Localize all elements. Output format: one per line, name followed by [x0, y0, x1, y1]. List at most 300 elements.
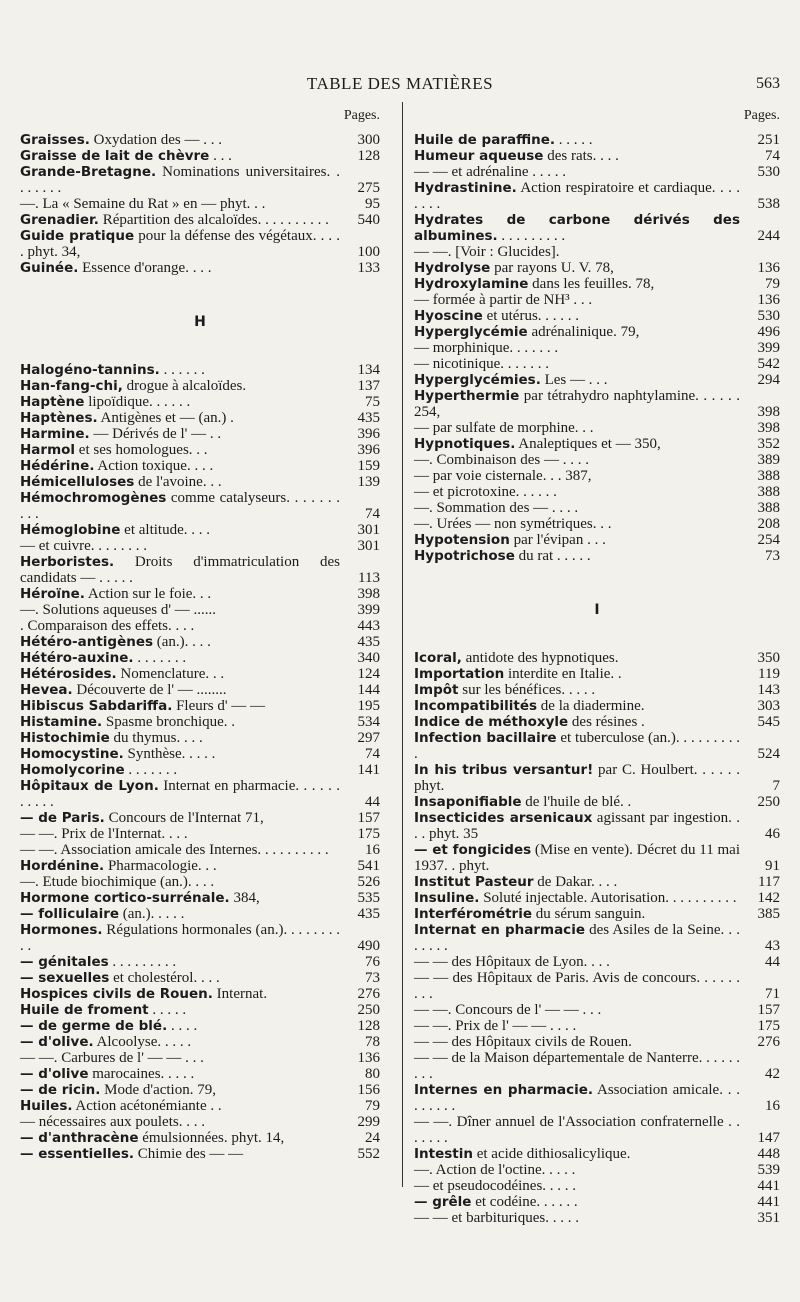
entry-text: [414, 842, 740, 874]
index-entry: [414, 762, 780, 794]
index-entry: [20, 714, 380, 730]
index-entry: [414, 548, 780, 564]
index-entry: [414, 842, 780, 874]
entry-description: drogue à alcaloïdes.: [122, 378, 247, 394]
index-entry: [20, 922, 380, 954]
entry-page: 208: [757, 516, 780, 532]
entry-page: 441: [757, 1194, 780, 1210]
entry-text: [20, 954, 340, 970]
entry-text: [20, 810, 340, 826]
entry-description: par tétrahydro naphtylamine. . . . . . 254,: [414, 388, 740, 420]
entry-description: 384,: [229, 890, 260, 906]
entry-headword: — d'anthracène: [20, 1130, 139, 1146]
index-entry: [20, 1002, 380, 1018]
entry-description: . . . . . .: [159, 362, 205, 378]
entry-text: [20, 378, 340, 394]
entry-description: des Asiles de la Seine. . . . . . . .: [414, 922, 740, 954]
entry-headword: Harmine.: [20, 426, 90, 442]
entry-page: 399: [357, 602, 380, 618]
index-entry: [414, 260, 780, 276]
entry-headword: Icoral,: [414, 650, 462, 666]
entry-headword: Hémoglobine: [20, 522, 121, 538]
entry-headword: Humeur aqueuse: [414, 148, 544, 164]
section-letter: H: [194, 314, 206, 330]
entry-page: 299: [357, 1114, 380, 1130]
entry-page: 389: [757, 452, 780, 468]
index-entry: [414, 698, 780, 714]
entry-page: 396: [357, 442, 380, 458]
index-entry: [20, 228, 380, 260]
entry-page: 541: [357, 858, 380, 874]
entry-text: [20, 682, 340, 698]
entry-text: [414, 666, 740, 682]
entry-headword: Hevea.: [20, 682, 73, 698]
entry-page: 74: [365, 746, 380, 762]
entry-headword: Hypnotiques.: [414, 436, 516, 452]
entry-page: 538: [757, 196, 780, 212]
entry-text: [414, 906, 740, 922]
entry-text: [20, 164, 340, 196]
entry-text: [20, 474, 340, 490]
entry-page: 44: [365, 794, 380, 810]
entry-page: 7: [772, 778, 780, 794]
entry-page: 16: [365, 842, 380, 858]
entry-page: 490: [357, 938, 380, 954]
entry-description: adrénalinique. 79,: [527, 324, 640, 340]
entry-text: [20, 746, 340, 762]
entry-headword: Herboristes.: [20, 554, 115, 570]
entry-description: —. Action de l'octine. . . . .: [414, 1162, 576, 1178]
entry-headword: Hétéro-auxine.: [20, 650, 134, 666]
entry-text: [414, 436, 740, 452]
entry-headword: Harmol: [20, 442, 76, 458]
entry-description: Pharmacologie. . .: [104, 858, 217, 874]
entry-headword: Halogéno-tannins.: [20, 362, 160, 378]
entry-headword: Hydrolyse: [414, 260, 491, 276]
index-entry: [414, 468, 780, 484]
entry-description: Action respiratoire et cardiaque. . . . . . . .: [414, 180, 740, 212]
entry-page: 301: [357, 522, 380, 538]
entry-page: 388: [757, 500, 780, 516]
index-entry: [20, 1146, 380, 1162]
entry-description: Spasme bronchique. .: [102, 714, 236, 730]
entry-headword: Hyperthermie: [414, 388, 520, 404]
entry-page: 443: [357, 618, 380, 634]
entry-text: [20, 714, 340, 730]
entry-description: Régulations hormonales (an.). . . . . . . . . .: [20, 922, 340, 954]
entry-page: 139: [357, 474, 380, 490]
index-entry: [20, 1130, 380, 1146]
entry-description: — —. Association amicale des Internes. . . . . . . . . .: [20, 842, 329, 858]
entry-description: — formée à partir de NH³ . . .: [414, 292, 593, 308]
entry-page: 142: [757, 890, 780, 906]
entry-headword: Hémicelluloses: [20, 474, 135, 490]
entry-description: des résines .: [568, 714, 645, 730]
entry-text: [20, 650, 340, 666]
entry-text: [414, 1034, 740, 1050]
entry-description: et ses homologues. . .: [75, 442, 208, 458]
entry-description: Action sur le foie. . .: [84, 586, 212, 602]
entry-text: [20, 906, 340, 922]
entry-description: du rat . . . . .: [514, 548, 591, 564]
index-entry: [20, 164, 380, 196]
entry-description: interdite en Italie. .: [504, 666, 622, 682]
entry-headword: Incompatibilités: [414, 698, 538, 714]
index-entry: [20, 698, 380, 714]
entry-headword: Hémochromogènes: [20, 490, 167, 506]
entry-headword: Internat en pharmacie: [414, 922, 585, 938]
index-entry: [414, 906, 780, 922]
index-entry: [20, 410, 380, 426]
index-entry: [20, 442, 380, 458]
entry-description: et tuberculose (an.). . . . . . . . . .: [414, 730, 740, 762]
entry-text: [414, 324, 740, 340]
entry-text: [414, 356, 740, 372]
entry-page: 399: [757, 340, 780, 356]
entry-description: . . . .: [167, 1018, 198, 1034]
entry-text: [20, 212, 340, 228]
entry-page: 250: [757, 794, 780, 810]
entry-page: 16: [765, 1098, 780, 1114]
page-header: [0, 74, 800, 98]
entry-page: 100: [357, 244, 380, 260]
entry-description: Internat en pharmacie. . . . . . . . . . .: [20, 778, 340, 810]
entry-text: [20, 1146, 340, 1162]
entry-page: 141: [357, 762, 380, 778]
index-entry: [20, 810, 380, 826]
index-group: [414, 650, 780, 1226]
entry-headword: — et fongicides: [414, 842, 532, 858]
entry-text: [414, 1114, 740, 1146]
entry-description: (an.). . . .: [153, 634, 211, 650]
entry-description: Oxydation des — . . .: [89, 132, 222, 148]
entry-page: 552: [357, 1146, 380, 1162]
entry-text: [20, 762, 340, 778]
entry-text: [414, 1210, 740, 1226]
index-entry: [20, 954, 380, 970]
entry-page: 539: [757, 1162, 780, 1178]
entry-text: [414, 308, 740, 324]
entry-description: Répartition des alcaloïdes. . . . . . . . . .: [98, 212, 329, 228]
entry-description: et acide dithiosalicylique.: [472, 1146, 631, 1162]
entry-text: [20, 586, 340, 602]
entry-page: 128: [357, 1018, 380, 1034]
index-entry: [20, 538, 380, 554]
entry-headword: Guinée.: [20, 260, 79, 276]
entry-text: [20, 426, 340, 442]
entry-text: [414, 164, 740, 180]
entry-text: [414, 212, 740, 244]
entry-page: 388: [757, 468, 780, 484]
entry-text: [20, 1018, 340, 1034]
index-entry: [414, 1050, 780, 1082]
index-entry: [20, 260, 380, 276]
index-entry: [414, 970, 780, 1002]
entry-text: [20, 922, 340, 954]
entry-text: [414, 148, 740, 164]
entry-page: 540: [357, 212, 380, 228]
entry-description: et altitude. . . .: [120, 522, 210, 538]
index-entry: [414, 1162, 780, 1178]
entry-description: — — des Hôpitaux de Lyon. . . .: [414, 954, 610, 970]
entry-text: [20, 522, 340, 538]
entry-headword: Importation: [414, 666, 505, 682]
index-entry: [20, 394, 380, 410]
entry-description: Synthèse. . . . .: [123, 746, 216, 762]
entry-page: 276: [357, 986, 380, 1002]
index-entry: [414, 1194, 780, 1210]
entry-description: . . .: [209, 148, 232, 164]
entry-page: 398: [757, 404, 780, 420]
section-letter: I: [594, 602, 600, 618]
entry-headword: Hydroxylamine: [414, 276, 529, 292]
entry-headword: Institut Pasteur: [414, 874, 534, 890]
entry-description: — — des Hôpitaux de Paris. Avis de concours. . . . . . . . .: [414, 970, 740, 1002]
index-entry: [20, 196, 380, 212]
entry-page: 441: [757, 1178, 780, 1194]
index-entry: [414, 516, 780, 532]
entry-description: des rats. . . .: [543, 148, 619, 164]
index-entry: [20, 890, 380, 906]
entry-page: 159: [357, 458, 380, 474]
index-entry: [414, 810, 780, 842]
index-entry: [414, 1210, 780, 1226]
index-entry: [20, 212, 380, 228]
entry-page: 251: [757, 132, 780, 148]
entry-text: [414, 874, 740, 890]
index-entry: [20, 474, 380, 490]
index-entry: [414, 714, 780, 730]
index-entry: [414, 730, 780, 762]
entry-page: 542: [757, 356, 780, 372]
entry-page: 117: [758, 874, 780, 890]
index-entry: [414, 452, 780, 468]
entry-description: . Comparaison des effets. . . .: [20, 618, 195, 634]
index-entry: [20, 778, 380, 810]
entry-headword: Hydrates de carbone dérivés des albumines.: [414, 212, 740, 244]
entry-text: [414, 1050, 740, 1082]
entry-page: 143: [757, 682, 780, 698]
entry-description: — et picrotoxine. . . . . .: [414, 484, 557, 500]
entry-description: . . . . . . . . .: [497, 228, 566, 244]
entry-headword: — d'olive: [20, 1066, 89, 1082]
index-entry: [20, 1066, 380, 1082]
entry-description: — et pseudocodéines. . . . .: [414, 1178, 577, 1194]
entry-headword: Graisse de lait de chèvre: [20, 148, 210, 164]
entry-page: 301: [357, 538, 380, 554]
entry-headword: In his tribus versantur!: [414, 762, 594, 778]
entry-description: Nomenclature. . .: [116, 666, 225, 682]
index-entry: [20, 1114, 380, 1130]
index-entry: [414, 1002, 780, 1018]
entry-headword: Hibiscus Sabdariffa.: [20, 698, 173, 714]
index-entry: [20, 554, 380, 586]
entry-text: [414, 890, 740, 906]
index-entry: [20, 618, 380, 634]
entry-description: — par voie cisternale. . . 387,: [414, 468, 592, 484]
entry-text: [414, 548, 740, 564]
entry-description: Action acétonémiante . .: [72, 1098, 222, 1114]
index-entry: [20, 1018, 380, 1034]
entry-headword: Haptène: [20, 394, 85, 410]
index-entry: [414, 1034, 780, 1050]
index-entry: [414, 682, 780, 698]
entry-headword: Interférométrie: [414, 906, 532, 922]
index-entry: [20, 458, 380, 474]
index-entry: [414, 484, 780, 500]
entry-headword: Hordénine.: [20, 858, 105, 874]
running-title: TABLE DES MATIÈRES: [306, 74, 494, 93]
index-entry: [20, 858, 380, 874]
entry-text: [414, 970, 740, 1002]
index-entry: [414, 180, 780, 212]
index-entry: [414, 372, 780, 388]
entry-description: —. Etude biochimique (an.). . . .: [20, 874, 215, 890]
entry-page: 303: [757, 698, 780, 714]
entry-text: [414, 682, 740, 698]
entry-page: 74: [365, 506, 380, 522]
entry-headword: Guide pratique: [20, 228, 135, 244]
index-entry: [20, 682, 380, 698]
pages-label: Pages.: [743, 108, 780, 123]
entry-text: [20, 1114, 340, 1130]
entry-description: — — des Hôpitaux civils de Rouen.: [414, 1034, 632, 1050]
entry-page: 79: [365, 1098, 380, 1114]
entry-description: — —. Dîner annuel de l'Association confraternelle . . . . . . .: [414, 1114, 740, 1146]
entry-description: — —. Carbures de l' — — . . .: [20, 1050, 204, 1066]
index-entry: [414, 420, 780, 436]
entry-description: dans les feuilles. 78,: [528, 276, 655, 292]
entry-description: comme catalyseurs. . . . . . . . . .: [20, 490, 340, 522]
entry-text: [414, 954, 740, 970]
index-entry: [414, 356, 780, 372]
entry-description: par l'évipan . . .: [509, 532, 606, 548]
column-divider: [402, 102, 403, 1187]
index-entry: [414, 794, 780, 810]
entry-description: Chimie des — —: [134, 1146, 244, 1162]
entry-text: [414, 420, 740, 436]
entry-text: [20, 698, 340, 714]
entry-description: —. Solutions aqueuses d' — ......: [20, 602, 217, 618]
entry-text: [414, 276, 740, 292]
index-entry: [414, 954, 780, 970]
entry-text: [414, 1178, 740, 1194]
entry-headword: Grande-Bretagne.: [20, 164, 157, 180]
index-entry: [414, 532, 780, 548]
entry-text: [20, 634, 340, 650]
entry-headword: Haptènes.: [20, 410, 98, 426]
entry-text: [20, 618, 340, 634]
index-entry: [20, 986, 380, 1002]
entry-headword: Hospices civils de Rouen.: [20, 986, 213, 1002]
entry-page: 534: [357, 714, 380, 730]
entry-description: Action toxique. . . .: [94, 458, 214, 474]
entry-page: 128: [357, 148, 380, 164]
entry-headword: Homolycorine: [20, 762, 125, 778]
entry-headword: Infection bacillaire: [414, 730, 557, 746]
entry-description: —. Urées — non symétriques. . .: [414, 516, 612, 532]
entry-page: 526: [357, 874, 380, 890]
entry-text: [20, 1066, 340, 1082]
index-entry: [20, 1034, 380, 1050]
entry-description: de l'avoine. . .: [134, 474, 222, 490]
entry-text: [414, 452, 740, 468]
entry-text: [414, 260, 740, 276]
entry-description: Les — . . .: [540, 372, 608, 388]
entry-page: 75: [365, 394, 380, 410]
entry-description: marocaines. . . . .: [88, 1066, 195, 1082]
entry-page: 136: [357, 1050, 380, 1066]
entry-headword: Héroïne.: [20, 586, 85, 602]
entry-page: 76: [365, 954, 380, 970]
entry-description: — — et barbituriques. . . . .: [414, 1210, 579, 1226]
entry-page: 250: [357, 1002, 380, 1018]
index-entry: [414, 650, 780, 666]
entry-text: [414, 794, 740, 810]
entry-description: — nicotinique. . . . . . .: [414, 356, 549, 372]
entry-description: Découverte de l' — ........: [72, 682, 227, 698]
entry-description: — —. Prix de l'Internat. . . .: [20, 826, 188, 842]
entry-text: [20, 554, 340, 586]
entry-page: 46: [765, 826, 780, 842]
entry-description: (an.). . . . .: [119, 906, 185, 922]
entry-text: [20, 196, 340, 212]
entry-page: 73: [765, 548, 780, 564]
entry-text: [414, 468, 740, 484]
index-entry: [414, 244, 780, 260]
entry-page: 136: [757, 260, 780, 276]
entry-description: —. La « Semaine du Rat » en — phyt. . .: [20, 196, 266, 212]
left-column: [20, 108, 380, 1162]
index-entry: [20, 634, 380, 650]
index-group: [20, 132, 380, 276]
entry-headword: Homocystine.: [20, 746, 124, 762]
entry-text: [20, 458, 340, 474]
entry-text: [414, 1162, 740, 1178]
entry-text: [20, 362, 340, 378]
entry-page: 195: [357, 698, 380, 714]
entry-text: [414, 484, 740, 500]
entry-page: 275: [357, 180, 380, 196]
index-entry: [20, 426, 380, 442]
entry-page: 175: [357, 826, 380, 842]
index-entry: [414, 890, 780, 906]
entry-page: 44: [765, 954, 780, 970]
entry-description: — —. Concours de l' — — . . .: [414, 1002, 602, 1018]
index-entry: [20, 842, 380, 858]
entry-headword: Huiles.: [20, 1098, 73, 1114]
entry-headword: Huile de paraffine.: [414, 132, 556, 148]
entry-headword: Hyperglycémie: [414, 324, 528, 340]
entry-page: 435: [357, 410, 380, 426]
entry-description: de l'huile de blé. .: [521, 794, 632, 810]
entry-text: [414, 714, 740, 730]
entry-description: — morphinique. . . . . . .: [414, 340, 559, 356]
entry-description: émulsionnées. phyt. 14,: [138, 1130, 285, 1146]
index-entry: [414, 148, 780, 164]
entry-description: par C. Houlbert. . . . . . phyt.: [414, 762, 740, 794]
index-entry: [20, 826, 380, 842]
entry-description: et codéine. . . . . .: [471, 1194, 578, 1210]
entry-text: [20, 730, 340, 746]
entry-page: 545: [757, 714, 780, 730]
entry-page: 297: [357, 730, 380, 746]
entry-description: Analeptiques et — 350,: [515, 436, 661, 452]
entry-page: 435: [357, 634, 380, 650]
entry-text: [414, 500, 740, 516]
entry-text: [20, 442, 340, 458]
entry-headword: Hyperglycémies.: [414, 372, 541, 388]
